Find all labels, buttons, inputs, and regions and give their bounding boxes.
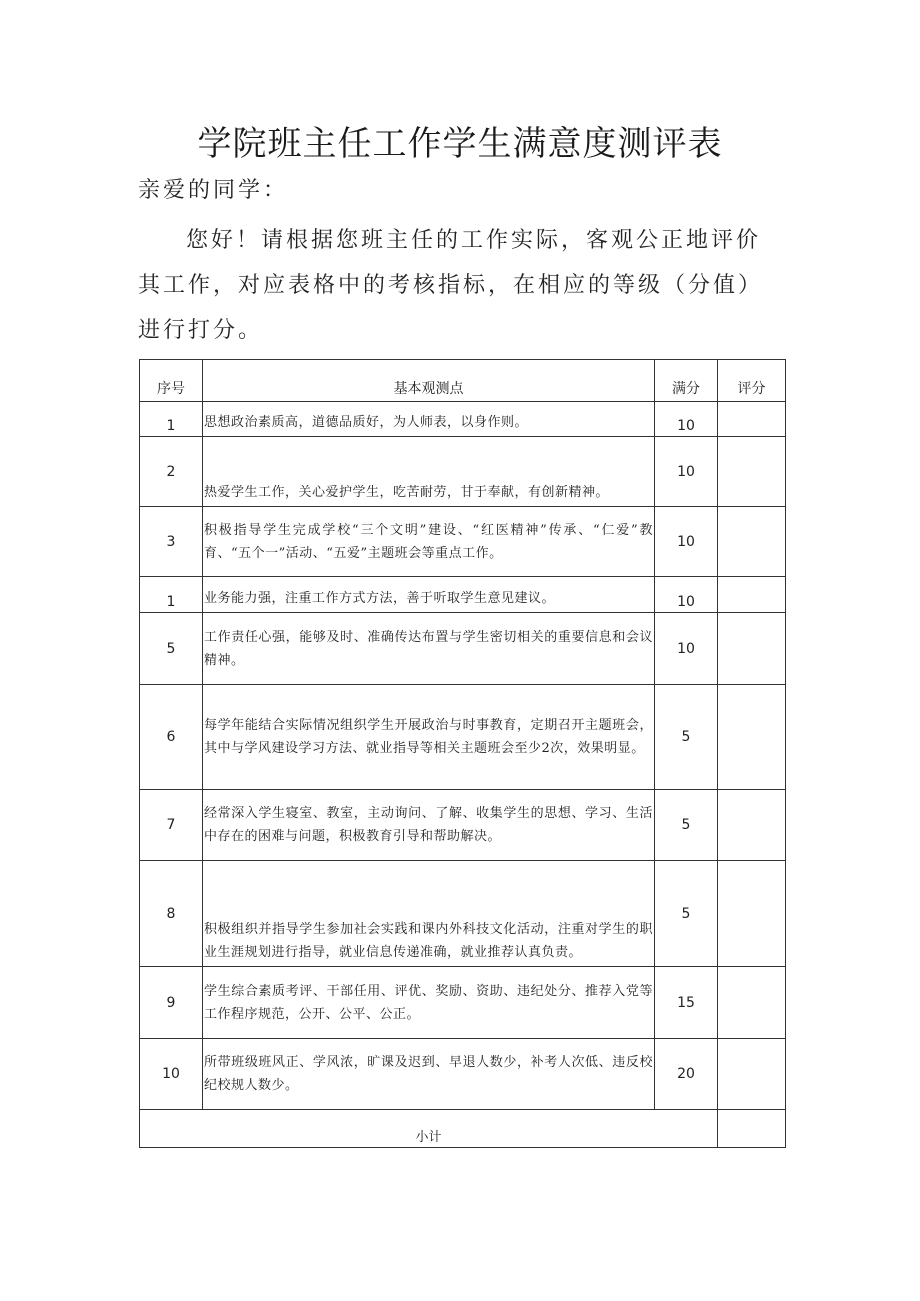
intro-paragraph: 您好！请根据您班主任的工作实际，客观公正地评价其工作，对应表格中的考核指标，在相应的等级（分值）进行打分。 bbox=[138, 228, 764, 343]
row-score-cell[interactable] bbox=[718, 790, 786, 861]
row-full: 10 bbox=[655, 613, 718, 685]
table-row bbox=[140, 861, 786, 967]
row-full: 10 bbox=[655, 507, 718, 577]
row-no: 10 bbox=[140, 1039, 203, 1110]
row-item: 热爱学生工作，关心爱护学生，吃苦耐劳，甘于奉献，有创新精神。 bbox=[203, 437, 655, 507]
row-no: 3 bbox=[140, 507, 203, 577]
row-full: 10 bbox=[655, 577, 718, 613]
row-full: 5 bbox=[655, 790, 718, 861]
row-item: 工作责任心强，能够及时、准确传达布置与学生密切相关的重要信息和会议精神。 bbox=[203, 613, 655, 685]
row-item: 业务能力强，注重工作方式方法，善于听取学生意见建议。 bbox=[203, 577, 655, 613]
row-item: 学生综合素质考评、干部任用、评优、奖励、资助、违纪处分、推荐入党等工作程序规范，公开、公平、公正。 bbox=[203, 967, 655, 1039]
row-no: 5 bbox=[140, 613, 203, 685]
row-item: 思想政治素质高，道德品质好，为人师表，以身作则。 bbox=[203, 402, 655, 437]
header-no: 序号 bbox=[140, 360, 203, 402]
table-row bbox=[140, 437, 786, 507]
row-no: 1 bbox=[140, 577, 203, 613]
subtotal-label: 小计 bbox=[140, 1110, 718, 1148]
table-row bbox=[140, 402, 786, 437]
row-score-cell[interactable] bbox=[718, 685, 786, 790]
row-no: 1 bbox=[140, 402, 203, 437]
table-row bbox=[140, 507, 786, 577]
header-item: 基本观测点 bbox=[203, 360, 655, 402]
row-no: 6 bbox=[140, 685, 203, 790]
table-row bbox=[140, 967, 786, 1039]
row-score-cell[interactable] bbox=[718, 437, 786, 507]
row-no: 2 bbox=[140, 437, 203, 507]
row-item: 积极组织并指导学生参加社会实践和课内外科技文化活动，注重对学生的职业生涯规划进行指导，就业信息传递准确，就业推荐认真负责。 bbox=[203, 861, 655, 967]
row-score-cell[interactable] bbox=[718, 967, 786, 1039]
table-row bbox=[140, 685, 786, 790]
row-full: 5 bbox=[655, 685, 718, 790]
row-item: 所带班级班风正、学风浓，旷课及迟到、早退人数少，补考人次低、违反校纪校规人数少。 bbox=[203, 1039, 655, 1110]
table-row bbox=[140, 790, 786, 861]
row-score-cell[interactable] bbox=[718, 861, 786, 967]
table-row bbox=[140, 1039, 786, 1110]
subtotal-score-cell[interactable] bbox=[718, 1110, 786, 1148]
row-no: 7 bbox=[140, 790, 203, 861]
row-full: 10 bbox=[655, 437, 718, 507]
row-score-cell[interactable] bbox=[718, 402, 786, 437]
table-header-row bbox=[140, 360, 786, 402]
evaluation-table bbox=[139, 359, 786, 1148]
row-no: 9 bbox=[140, 967, 203, 1039]
row-no: 8 bbox=[140, 861, 203, 967]
row-full: 15 bbox=[655, 967, 718, 1039]
table-row bbox=[140, 613, 786, 685]
table-row bbox=[140, 577, 786, 613]
row-score-cell[interactable] bbox=[718, 507, 786, 577]
header-score: 评分 bbox=[718, 360, 786, 402]
row-full: 5 bbox=[655, 861, 718, 967]
row-item: 每学年能结合实际情况组织学生开展政治与时事教育，定期召开主题班会，其中与学风建设学习方法、就业指导等相关主题班会至少2次，效果明显。 bbox=[203, 685, 655, 790]
row-item: 经常深入学生寝室、教室，主动询问、了解、收集学生的思想、学习、生活中存在的困难与问题，积极教育引导和帮助解决。 bbox=[203, 790, 655, 861]
row-item: 积极指导学生完成学校“三个文明”建设、“红医精神”传承、“仁爱”教育、“五个一”活动、“五爱”主题班会等重点工作。 bbox=[203, 507, 655, 577]
header-full: 满分 bbox=[655, 360, 718, 402]
greeting: 亲爱的同学： bbox=[138, 178, 289, 203]
row-score-cell[interactable] bbox=[718, 577, 786, 613]
subtotal-row bbox=[140, 1110, 786, 1148]
row-full: 20 bbox=[655, 1039, 718, 1110]
page-title: 学院班主任工作学生满意度测评表 bbox=[197, 124, 723, 164]
row-full: 10 bbox=[655, 402, 718, 437]
row-score-cell[interactable] bbox=[718, 1039, 786, 1110]
row-score-cell[interactable] bbox=[718, 613, 786, 685]
